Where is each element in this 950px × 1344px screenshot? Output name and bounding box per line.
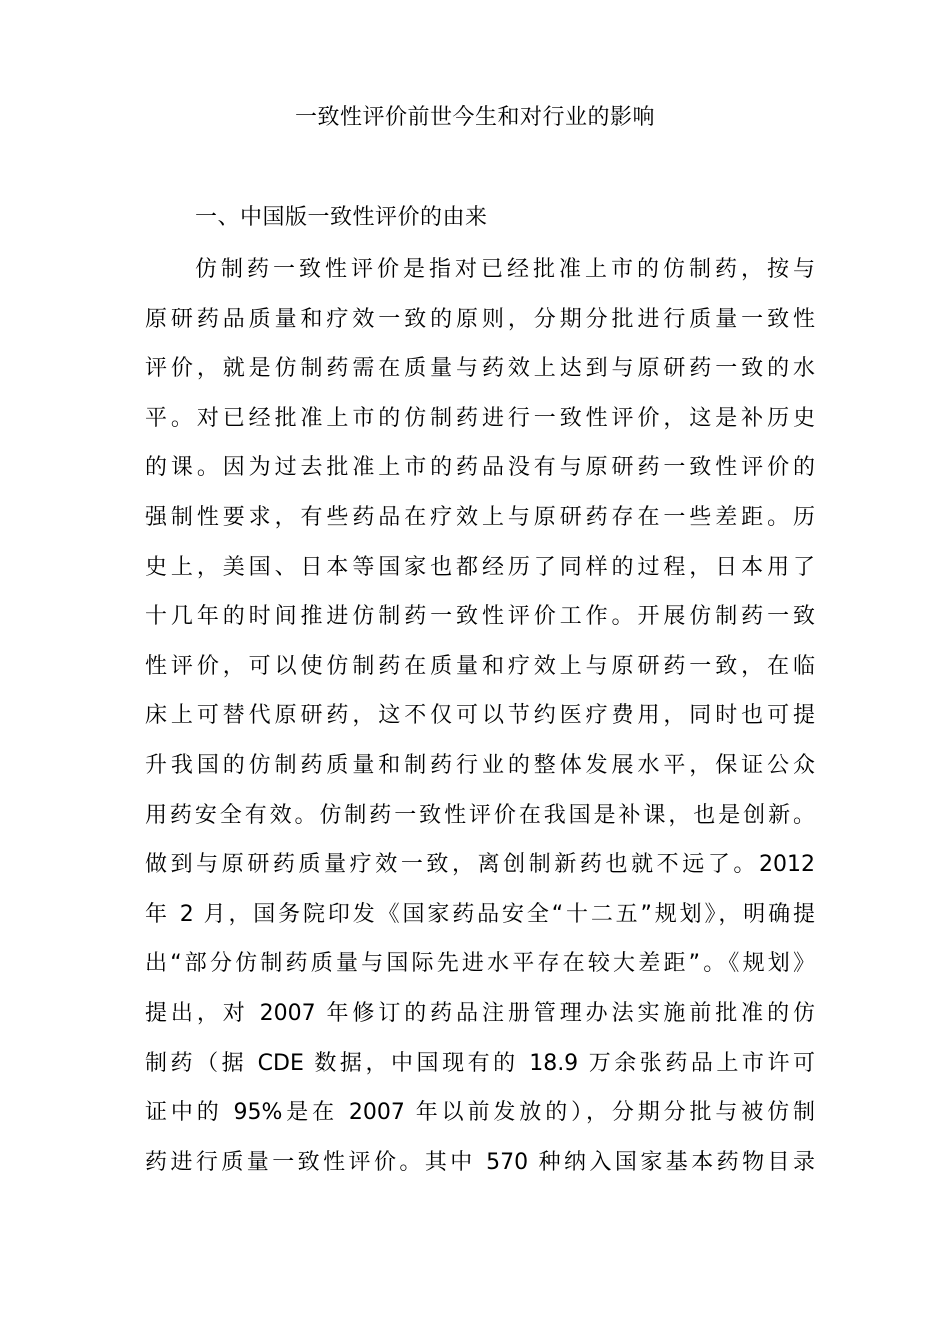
paragraph-line: 制药（据 CDE 数据，中国现有的 18.9 万余张药品上市许可 <box>145 1050 815 1076</box>
paragraph-line: 证中的 95%是在 2007 年以前发放的），分期分批与被仿制 <box>145 1100 815 1126</box>
paragraph-line: 仿制药一致性评价是指对已经批准上市的仿制药，按与 <box>195 257 815 282</box>
document-title: 一致性评价前世今生和对行业的影响 <box>294 105 655 130</box>
paragraph-line: 的课。因为过去批准上市的药品没有与原研药一致性评价的 <box>145 455 815 481</box>
paragraph-line: 提出，对 2007 年修订的药品注册管理办法实施前批准的仿 <box>145 1000 815 1026</box>
paragraph-line: 十几年的时间推进仿制药一致性评价工作。开展仿制药一致 <box>145 604 815 630</box>
paragraph-line: 性评价，可以使仿制药在质量和疗效上与原研药一致，在临 <box>145 653 815 679</box>
paragraph-line: 史上，美国、日本等国家也都经历了同样的过程，日本用了 <box>145 554 815 580</box>
paragraph-line: 出“部分仿制药质量与国际先进水平存在较大差距”。《规划》 <box>145 951 815 977</box>
paragraph-line: 平。对已经批准上市的仿制药进行一致性评价，这是补历史 <box>145 405 815 431</box>
paragraph-line: 升我国的仿制药质量和制药行业的整体发展水平，保证公众 <box>145 752 815 778</box>
paragraph-line: 药进行质量一致性评价。其中 570 种纳入国家基本药物目录 <box>145 1149 815 1175</box>
paragraph-line: 评价，就是仿制药需在质量与药效上达到与原研药一致的水 <box>145 356 815 382</box>
paragraph-line: 做到与原研药质量疗效一致，离创制新药也就不远了。2012 <box>145 852 815 878</box>
paragraph-line: 床上可替代原研药，这不仅可以节约医疗费用，同时也可提 <box>145 703 815 729</box>
paragraph-line: 用药安全有效。仿制药一致性评价在我国是补课，也是创新。 <box>145 802 815 828</box>
paragraph-line: 年 2 月，国务院印发《国家药品安全“十二五”规划》，明确提 <box>145 901 815 927</box>
body-paragraph <box>145 250 815 1192</box>
paragraph-line: 强制性要求，有些药品在疗效上与原研药存在一些差距。历 <box>145 504 815 530</box>
section-heading: 一、中国版一致性评价的由来 <box>195 205 488 230</box>
paragraph-line: 原研药品质量和疗效一致的原则，分期分批进行质量一致性 <box>145 306 815 332</box>
